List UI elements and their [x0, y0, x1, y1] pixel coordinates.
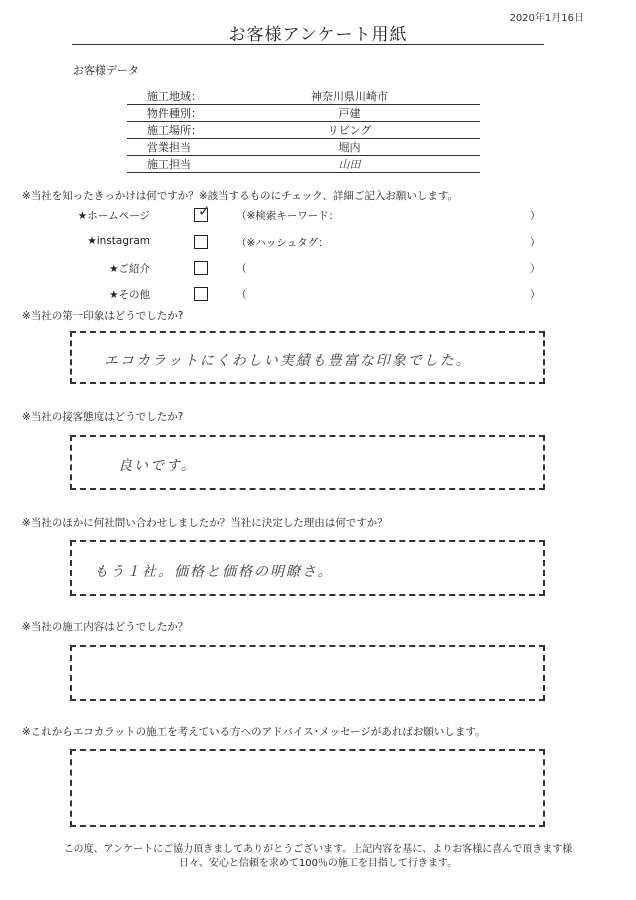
detail-open: （ [236, 289, 247, 301]
row-value: リビング [219, 122, 480, 139]
detail-open: （※ハッシュタグ： [236, 237, 329, 249]
answer-service-attitude: 良いです。 [118, 458, 197, 474]
checkbox-other[interactable] [194, 287, 208, 301]
question-work-quality: ※当社の施工内容はどうでしたか？ [22, 621, 189, 633]
customer-row [127, 122, 480, 139]
row-value-handwritten: 山田 [219, 156, 480, 173]
footer-line-1: この度、アンケートにご協力頂きましてありがとうございます。上記内容を基に、よりお客様に喜んで頂きます様 [63, 844, 573, 855]
customer-data-label: お客様データ [73, 64, 139, 77]
row-value: 神奈川県川崎市 [219, 88, 480, 105]
answer-box-advice-message[interactable] [70, 749, 545, 827]
customer-data-table [127, 88, 480, 173]
customer-row [127, 105, 480, 122]
detail-close: ） [530, 237, 541, 249]
checkbox-instagram[interactable] [194, 235, 208, 249]
detail-close: ） [530, 210, 541, 222]
check-mark-icon: ✓ [198, 202, 211, 220]
row-key: 施工地域： [127, 88, 219, 105]
row-key: 施工場所： [127, 122, 219, 139]
survey-date: 2020年1月16日 [509, 13, 584, 24]
row-key: 営業担当 [127, 139, 219, 156]
detail-open: （※検索キーワード： [236, 210, 340, 222]
source-label-instagram: ★instagram [87, 235, 150, 247]
question-advice-message: ※これからエコカラットの施工を考えている方へのアドバイス･メッセージがあればお願いします。 [22, 726, 486, 738]
source-label-homepage: ★ホームページ [77, 210, 150, 222]
title-underline [72, 44, 544, 45]
question-other-companies: ※当社のほかに何社問い合わせしましたか？当社に決定した理由は何ですか？ [22, 517, 388, 529]
answer-other-companies: もう１社。価格と価格の明瞭さ。 [94, 564, 334, 580]
question-service-attitude: ※当社の接客態度はどうでしたか? [22, 411, 184, 423]
customer-row [127, 139, 480, 156]
source-label-other: ★その他 [109, 289, 150, 301]
question-how-found: ※当社を知ったきっかけは何ですか？※該当するものにチェック、詳細ご記入お願いします。 [22, 190, 459, 202]
row-key: 施工担当 [127, 156, 219, 173]
detail-close: ） [530, 289, 541, 301]
row-value: 戸建 [219, 105, 480, 122]
question-first-impression: ※当社の第一印象はどうでしたか? [22, 310, 184, 322]
detail-open: （ [236, 263, 247, 275]
detail-close: ） [530, 263, 541, 275]
footer-line-2: 日々、安心と信頼を求めて100％の施工を目指して行きます。 [178, 858, 458, 869]
answer-first-impression: エコカラットにくわしい実績も豊富な印象でした。 [104, 353, 472, 369]
page-title: お客様アンケート用紙 [228, 25, 408, 45]
source-label-referral: ★ご紹介 [109, 263, 150, 275]
answer-box-work-quality[interactable] [70, 645, 545, 701]
row-key: 物件種別： [127, 105, 219, 122]
row-value: 堀内 [219, 139, 480, 156]
customer-row [127, 88, 480, 105]
customer-row [127, 156, 480, 173]
checkbox-referral[interactable] [194, 261, 208, 275]
